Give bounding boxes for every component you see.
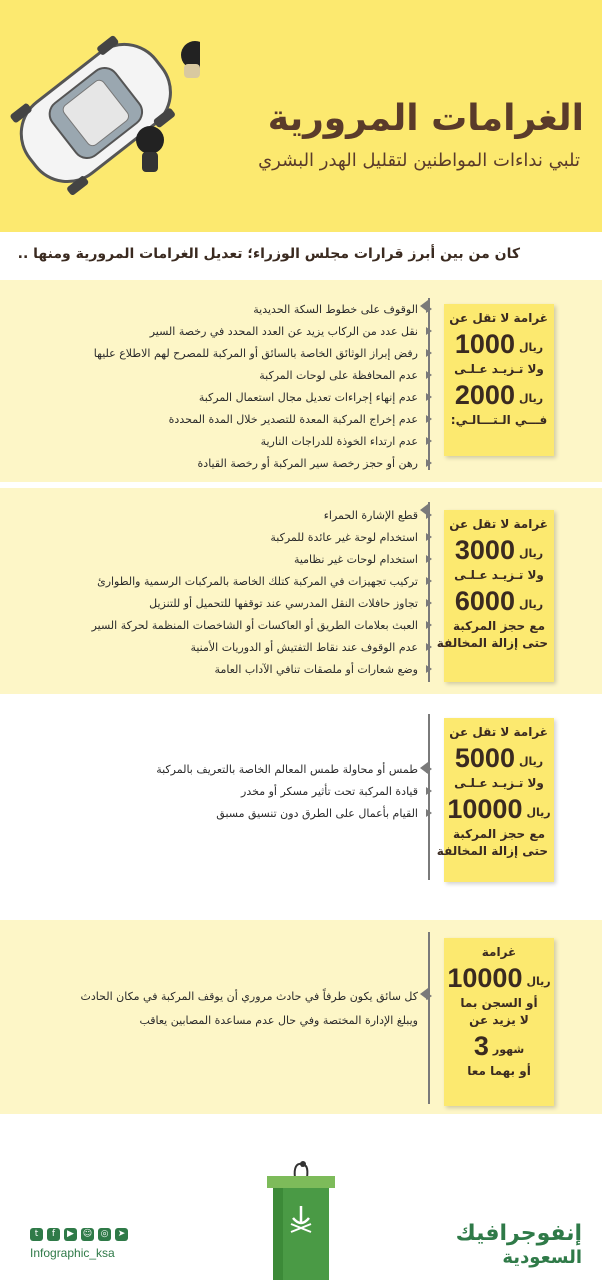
bullet-icon — [426, 371, 432, 379]
fine-section-3 — [0, 700, 602, 890]
fine-line: حتى إزالة المخالفة — [436, 636, 548, 650]
social-handle[interactable]: Infographic_ksa — [30, 1246, 115, 1260]
fine-amount: 10000 — [447, 963, 523, 993]
bullet-icon — [426, 992, 432, 1000]
fine-line: غرامة لا تقل عن — [449, 517, 548, 531]
list-item: عدم ارتداء الخوذة للدراجات النارية — [94, 430, 432, 452]
social-icons — [30, 1228, 128, 1241]
list-item: قطع الإشارة الحمراء — [92, 504, 432, 526]
bullet-icon — [426, 809, 432, 817]
page-subtitle: تلبي نداءات المواطنين لتقليل الهدر البشري — [258, 150, 580, 171]
brand-line-1: إنفوجرافيك — [455, 1221, 582, 1246]
fine-min-amount: 5000 — [454, 743, 515, 773]
fine-line: فـــي الـتـــالـي: — [450, 413, 548, 427]
list-item: ويبلغ الإدارة المختصة وفي حال عدم مساعدة المصابين يعاقب — [139, 1013, 418, 1027]
currency-unit: ريال — [518, 755, 544, 768]
fine-min-row — [450, 329, 548, 359]
fine-line: غرامة لا تقل عن — [449, 725, 548, 739]
fine-box-4 — [444, 938, 554, 1106]
list-item: عدم إنهاء إجراءات تعديل مجال استعمال المركبة — [94, 386, 432, 408]
intro-bar — [0, 232, 602, 278]
prison-months-row — [450, 1031, 548, 1061]
list-item: استخدام لوحة غير عائدة للمركبة — [92, 526, 432, 548]
bullet-icon — [426, 349, 432, 357]
page-title: الغرامات المرورية — [267, 98, 584, 139]
violations-list-1 — [94, 298, 432, 474]
car-accident-illustration — [0, 0, 200, 232]
fine-box-1 — [444, 304, 554, 456]
bullet-icon — [426, 555, 432, 563]
violations-list-4 — [81, 984, 432, 1032]
bullet-icon — [426, 393, 432, 401]
header-banner — [0, 0, 602, 232]
list-item: عدم الوقوف عند نقاط التفتيش أو الدوريات الأمنية — [92, 636, 432, 658]
bullet-icon — [426, 415, 432, 423]
fine-line: أو بهما معا — [467, 1064, 531, 1078]
violations-list-2 — [92, 504, 432, 680]
currency-unit: ريال — [526, 975, 551, 988]
instagram-icon[interactable]: ◎ — [98, 1228, 111, 1241]
list-item: الوقوف على خطوط السكة الحديدية — [94, 298, 432, 320]
bullet-icon — [426, 665, 432, 673]
bullet-icon — [426, 305, 432, 313]
fine-section-4 — [0, 920, 602, 1114]
list-item: طمس أو محاولة طمس المعالم الخاصة بالتعريف بالمركبة — [156, 758, 432, 780]
list-item: رهن أو حجز رخصة سير المركبة أو رخصة القيادة — [94, 452, 432, 474]
fine-max-row — [450, 380, 548, 410]
facebook-icon[interactable]: f — [47, 1228, 60, 1241]
bullet-icon — [426, 533, 432, 541]
telegram-icon[interactable]: ➤ — [115, 1228, 128, 1241]
brand-logo — [456, 1222, 582, 1270]
bullet-icon — [426, 437, 432, 445]
podium-emblem-icon — [263, 1158, 339, 1280]
fine-section-1 — [0, 280, 602, 482]
fine-min-row — [450, 743, 548, 773]
fine-min-amount: 3000 — [454, 535, 515, 565]
bullet-icon — [426, 577, 432, 585]
fine-line: مع حجز المركبة — [452, 619, 546, 633]
list-item: عدم إخراج المركبة المعدة للتصدير خلال المدة المحددة — [94, 408, 432, 430]
list-item: قيادة المركبة تحت تأثير مسكر أو مخدر — [156, 780, 432, 802]
fine-amount-row — [447, 963, 551, 993]
youtube-icon[interactable]: ▶ — [64, 1228, 77, 1241]
fine-max-row — [450, 586, 548, 616]
bullet-icon — [426, 327, 432, 335]
fine-min-row — [450, 535, 548, 565]
fine-line: غرامة لا تقل عن — [449, 311, 548, 325]
fine-line: ولا تـزيـد عـلـى — [454, 362, 544, 376]
fine-box-2 — [436, 510, 554, 682]
intro-text: كان من بين أبرز قرارات مجلس الوزراء؛ تعديل الغرامات المرورية ومنها .. — [17, 246, 520, 262]
fine-line: لا يزيد عن — [469, 1013, 529, 1027]
list-item: كل سائق يكون طرفاً في حادث مروري أن يوقف المركبة في مكان الحادث — [81, 984, 432, 1008]
list-item: تركيب تجهيزات في المركبة كتلك الخاصة بالمركبات الرسمية والطوارئ — [92, 570, 432, 592]
snapchat-icon[interactable]: ☺ — [82, 1229, 93, 1239]
list-item: استخدام لوحات غير نظامية — [92, 548, 432, 570]
currency-unit: ريال — [518, 598, 544, 611]
bullet-icon — [426, 459, 432, 467]
months-label: شهور — [492, 1043, 525, 1056]
brand-line-2: السعودية — [502, 1247, 582, 1268]
fine-max-amount: 2000 — [454, 380, 515, 410]
bullet-icon — [426, 511, 432, 519]
fine-line: ولا تـزيـد عـلـى — [454, 568, 544, 582]
currency-unit: ريال — [518, 547, 544, 560]
fine-line: غرامة — [481, 945, 517, 959]
bullet-icon — [426, 765, 432, 773]
twitter-icon[interactable]: t — [30, 1228, 43, 1241]
list-item: العبث بعلامات الطريق أو العاكسات أو الشاخصات المنظمة لحركة السير — [92, 614, 432, 636]
fine-section-2 — [0, 488, 602, 694]
bullet-icon — [426, 643, 432, 651]
list-item: رفض إبراز الوثائق الخاصة بالسائق أو المركبة للمصرح لهم الاطلاع عليها — [94, 342, 432, 364]
bullet-icon — [426, 787, 432, 795]
list-item: القيام بأعمال على الطرق دون تنسيق مسبق — [156, 802, 432, 824]
fine-min-amount: 1000 — [454, 329, 515, 359]
fine-max-amount: 10000 — [447, 794, 523, 824]
fine-box-3 — [436, 718, 554, 882]
currency-unit: ريال — [526, 806, 551, 819]
prison-months: 3 — [473, 1031, 489, 1061]
fine-line: أو السجن بما — [460, 996, 538, 1010]
bullet-icon — [426, 599, 432, 607]
currency-unit: ريال — [518, 341, 544, 354]
list-item: نقل عدد من الركاب يزيد عن العدد المحدد في رخصة السير — [94, 320, 432, 342]
currency-unit: ريال — [518, 392, 544, 405]
bullet-icon — [426, 621, 432, 629]
list-item: عدم المحافظة على لوحات المركبة — [94, 364, 432, 386]
list-item: تجاوز حافلات النقل المدرسي عند توقفها للتحميل أو للتنزيل — [92, 592, 432, 614]
fine-line: مع حجز المركبة — [452, 827, 546, 841]
fine-line: ولا تـزيـد عـلـى — [454, 776, 544, 790]
violations-list-3 — [156, 758, 432, 824]
fine-max-row — [447, 794, 551, 824]
fine-line: حتى إزالة المخالفة — [436, 844, 548, 858]
fine-max-amount: 6000 — [454, 586, 515, 616]
list-item: وضع شعارات أو ملصقات تنافي الآداب العامة — [92, 658, 432, 680]
